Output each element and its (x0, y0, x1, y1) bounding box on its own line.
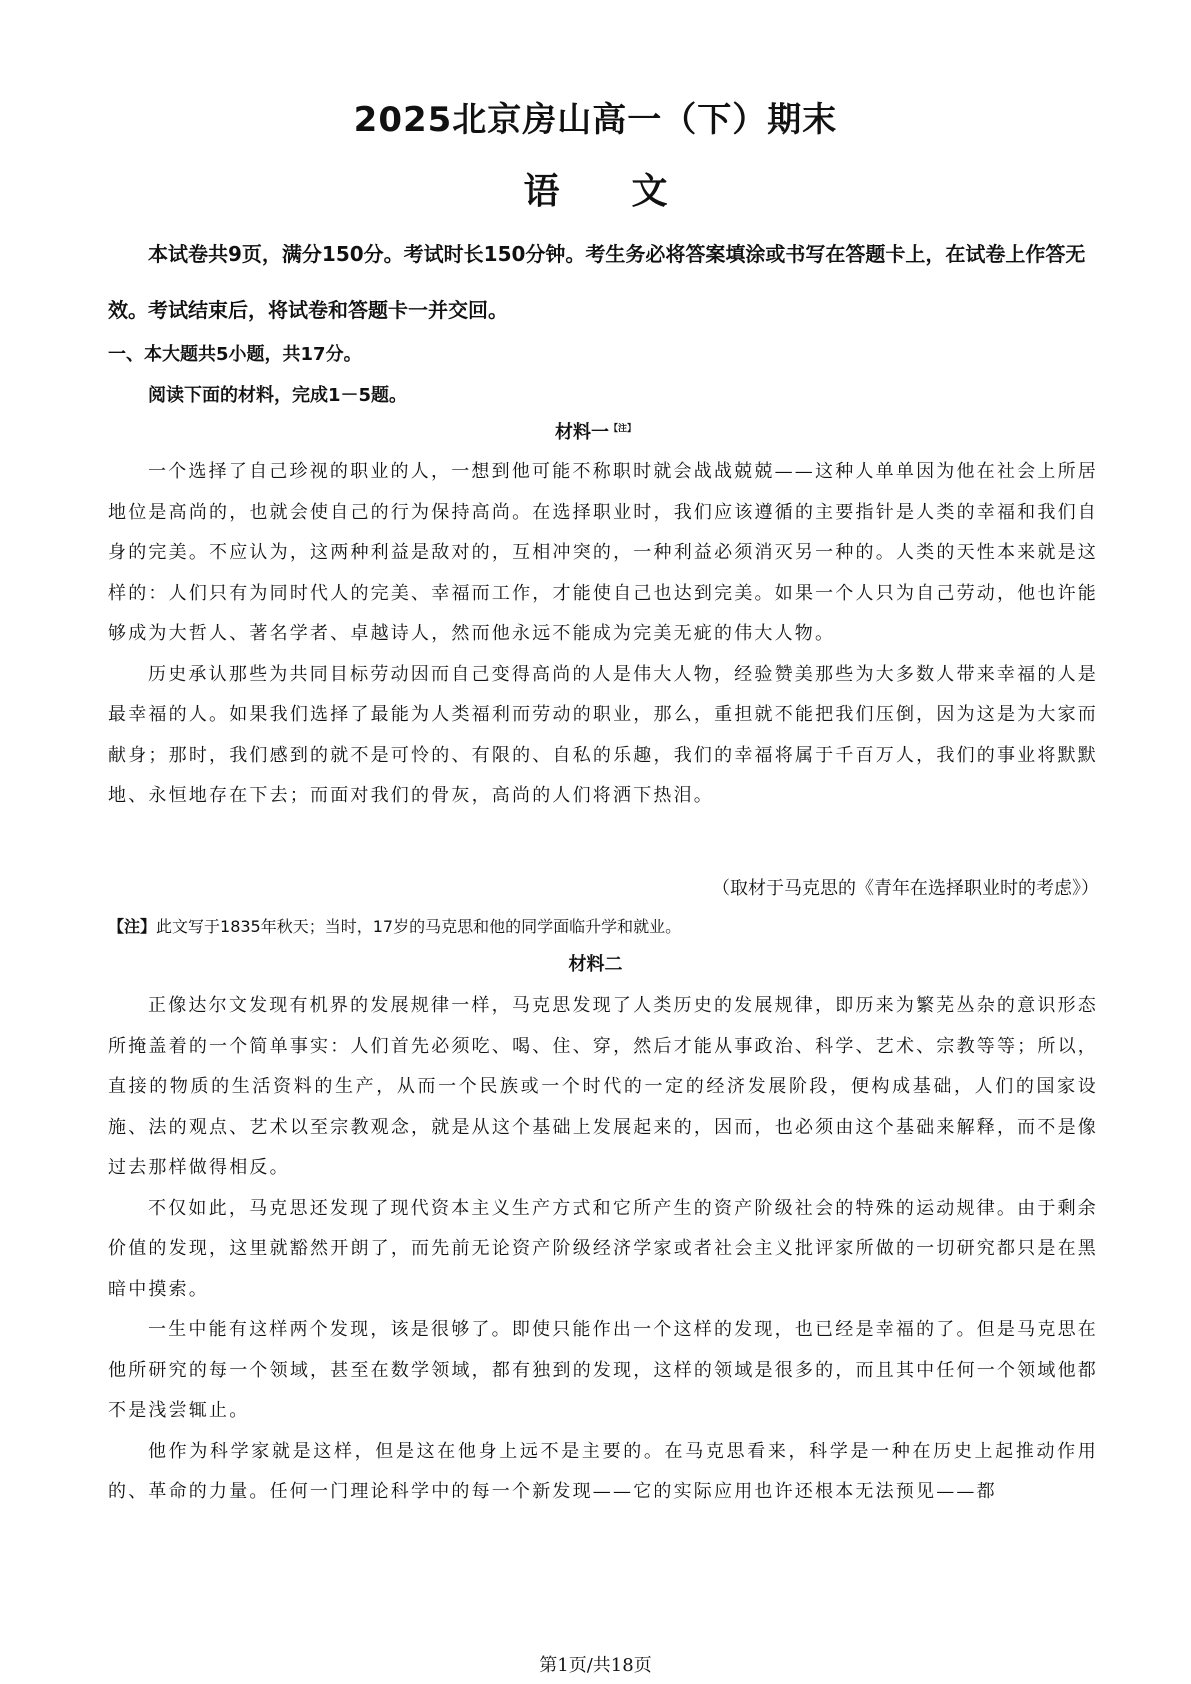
material1-note (108, 914, 681, 937)
material1-heading (0, 418, 1191, 444)
material1-paragraph: 一个选择了自己珍视的职业的人，一想到他可能不称职时就会战战兢兢——这种人单单因为他在社会上所居地位是高尚的，也就会使自己的行为保持高尚。在选择职业时，我们应该遵循的主要指针是人类的幸福和我们自身的完美。不应认为，这两种利益是敌对的，互相冲突的，一种利益必须消灭另一种的。人类的天性本来就是这样的：人们只有为同时代人的完美、幸福而工作，才能使自己也达到完美。如果一个人只为自己劳动，他也许能够成为大哲人、著名学者、卓越诗人，然而他永远不能成为完美无疵的伟大人物。 (108, 461, 1098, 644)
note-marker: 【注】 (608, 424, 636, 434)
material2-body (108, 986, 1098, 1513)
exam-instructions: 本试卷共9页，满分150分。考试时长150分钟。考生务必将答案填涂或书写在答题卡上，在试卷上作答无效。考试结束后，将试卷和答题卡一并交回。 (108, 242, 1086, 322)
page-number: 第1页/共18页 (539, 1655, 652, 1676)
note-label: 【注】 (108, 917, 157, 936)
material2-paragraph: 他作为科学家就是这样，但是这在他身上远不是主要的。在马克思看来，科学是一种在历史上起推动作用的、革命的力量。任何一门理论科学中的每一个新发现——它的实际应用也许还根本无法预见——都 (108, 1440, 1098, 1502)
subject-char-1: 语 (523, 171, 560, 212)
subject-title (0, 163, 1191, 214)
section-heading: 一、本大题共5小题，共17分。 (108, 344, 362, 365)
material1-heading-text: 材料一 (554, 422, 609, 443)
material1-body (108, 452, 1098, 817)
note-text: 此文写于1835年秋天；当时，17岁的马克思和他的同学面临升学和就业。 (156, 917, 682, 936)
reading-prompt: 阅读下面的材料，完成1－5题。 (148, 385, 408, 406)
material1-source: （取材于马克思的《青年在选择职业时的考虑》） (712, 878, 1099, 899)
material1-paragraph: 历史承认那些为共同目标劳动因而自己变得高尚的人是伟大人物，经验赞美那些为大多数人带来幸福的人是最幸福的人。如果我们选择了最能为人类福利而劳动的职业，那么，重担就不能把我们压倒，因为这是为大家而献身；那时，我们感到的就不是可怜的、有限的、自私的乐趣，我们的幸福将属于千百万人，我们的事业将默默地、永恒地存在下去；而面对我们的骨灰，高尚的人们将洒下热泪。 (108, 663, 1098, 806)
material2-paragraph: 正像达尔文发现有机界的发展规律一样，马克思发现了人类历史的发展规律，即历来为繁芜丛杂的意识形态所掩盖着的一个简单事实：人们首先必须吃、喝、住、穿，然后才能从事政治、科学、艺术、宗教等等；所以，直接的物质的生活资料的生产，从而一个民族或一个时代的一定的经济发展阶段，便构成基础，人们的国家设施、法的观点、艺术以至宗教观念，就是从这个基础上发展起来的，因而，也必须由这个基础来解释，而不是像过去那样做得相反。 (108, 995, 1098, 1178)
subject-char-2: 文 (631, 171, 668, 212)
material2-paragraph: 一生中能有这样两个发现，该是很够了。即使只能作出一个这样的发现，也已经是幸福的了。但是马克思在他所研究的每一个领域，甚至在数学领域，都有独到的发现，这样的领域是很多的，而且其中任何一个领域他都不是浅尝辄止。 (108, 1319, 1098, 1421)
exam-title: 2025北京房山高一（下）期末 (353, 100, 838, 140)
material2-paragraph: 不仅如此，马克思还发现了现代资本主义生产方式和它所产生的资产阶级社会的特殊的运动规律。由于剩余价值的发现，这里就豁然开朗了，而先前无论资产阶级经济学家或者社会主义批评家所做的一切研究都只是在黑暗中摸索。 (108, 1197, 1098, 1300)
material2-heading: 材料二 (568, 954, 623, 975)
